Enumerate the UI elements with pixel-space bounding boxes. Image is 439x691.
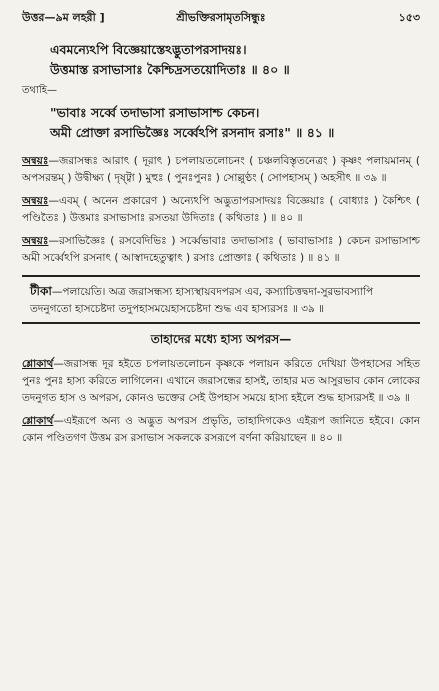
anvaya-label: অন্বয়ঃ	[22, 155, 49, 167]
shlokartha-39	[22, 356, 420, 407]
anvaya-label: অন্বয়ঃ	[22, 235, 49, 247]
anvaya-40	[22, 193, 420, 227]
header-chapter: উত্তর—৯ম লহরী ]	[22, 10, 105, 24]
anvaya-text: —জরাসন্ধঃ আরাৎ ( দূরাৎ ) চপলায়তলোচনং ( চঞ্চলবিস্তৃতনেত্রং ) কৃষ্ণং পলায়মানম্ ( অপসরন্তম্ ) উদ্বীক্ষ্য ( দৃষ্ট্বা ) মুহুঃ ( পুনঃপুনঃ ) সোল্লুণ্ঠং ( সোপহাসম্ ) অহসীৎ ॥ ৩৯ ॥	[22, 155, 420, 184]
shlokartha-text: —জরাসন্ধ দূর হইতে চপলায়তলোচন কৃষ্ণকে পলায়ন করিতে দেখিয়া উপহাসের সহিত পুনঃ পুনঃ হাস্য করিতে লাগিলেন। এখানে জরাসন্ধের হাসই, তাহার মত আসুরভাব কোন লোকের তদনুগত হাস ও অপরস, কোনও ভক্তের সেই উপহাস সময়ে হাস্য হইলে শুদ্ধ হাস্যরসই ॥ ৩৯ ॥	[22, 358, 420, 404]
page	[22, 10, 420, 447]
verse-40-line-1: এবমন্যেঽপি বিজ্ঞেয়াস্তেঽদ্ভুতাপরসাদয়ঃ।	[50, 42, 247, 57]
shlokartha-label: শ্লোকার্থ	[22, 415, 54, 427]
verse-41-line-2: অমী প্রোক্তা রসাভিজ্ঞৈঃ সর্ব্বেঽপি রসনাদ রসাঃ" ॥ ৪১ ॥	[50, 125, 335, 140]
page-header	[22, 10, 420, 26]
verse-40-line-2: উত্তমাস্ত রসাভাসাঃ কৈশ্চিদ্রসতয়োদিতাঃ ॥ ৪০ ॥	[50, 62, 290, 77]
tathahi-label: তথাহি—	[22, 85, 57, 96]
tika-label: টীকা	[30, 284, 52, 298]
verse-41-line-1: "ভাবাঃ সর্ব্বে তদাভাসা রসাভাসাশ্চ কেচন।	[50, 105, 260, 120]
anvaya-41	[22, 233, 420, 267]
shlokartha-40	[22, 413, 420, 447]
anvaya-39	[22, 153, 420, 187]
header-page-number: ১৫৩	[398, 10, 420, 24]
verse-40	[22, 40, 420, 80]
anvaya-text: —রসাভিজ্ঞৈঃ ( রসবেদিভিঃ ) সর্ব্বেভাবাঃ তদাভাসাঃ ( ভাবাভাসাঃ ) কেচন রসাভাসাশ্চ অমী সর্ব্বেঽপি রসনাৎ ( আস্বাদহেতুত্বাৎ ) রসাঃ প্রোক্তাঃ ( কথিতাঃ ) ॥ ৪১ ॥	[22, 235, 420, 264]
header-book-title: শ্রীভক্তিরসামৃতসিন্ধুঃ	[176, 10, 266, 24]
verse-41	[22, 103, 420, 143]
shlokartha-label: শ্লোকার্থ	[22, 358, 54, 370]
shlokartha-text: —এইরূপে অন্য ও অদ্ভুত অপরস প্রভৃতি, তাহাদিগকেও এইরূপ জানিতে হইবে। কোন কোন পণ্ডিতগণ উত্তম রস রসাভাস সকলকে রসরূপে বর্ণনা করিয়াছেন ॥ ৪০ ॥	[22, 415, 420, 444]
tika-box	[22, 275, 420, 324]
anvaya-label: অন্বয়ঃ	[22, 195, 49, 207]
section-heading: তাহাদের মধ্যে হাস্য অপরস—	[150, 332, 292, 346]
tika-text: —পলায়েতি। অত্র জরাসন্ধস্য হাস্যস্থায়বদপরস এব, কস্যাচিত্তদ্বদা-সুরভাবস্যাপি তদনুগতো হাসচেষ্টদা তদুপহাসময়েহাসচেষ্টদা শুদ্ধ এব হাস্যরসঃ ॥ ৩৯ ॥	[30, 286, 374, 315]
anvaya-text: —এবম্ ( অনেন প্রকারেণ ) অন্যেঽপি অদ্ভুতাপরসাদয়ঃ বিজ্ঞেয়াঃ ( বোধ্যাঃ ) কৈশ্চিৎ ( পণ্ডিতৈঃ ) উত্তমাঃ রসাভাসাঃ রসতয়া উদিতাঃ ( কথিতাঃ ) ॥ ৪০ ॥	[22, 195, 420, 224]
